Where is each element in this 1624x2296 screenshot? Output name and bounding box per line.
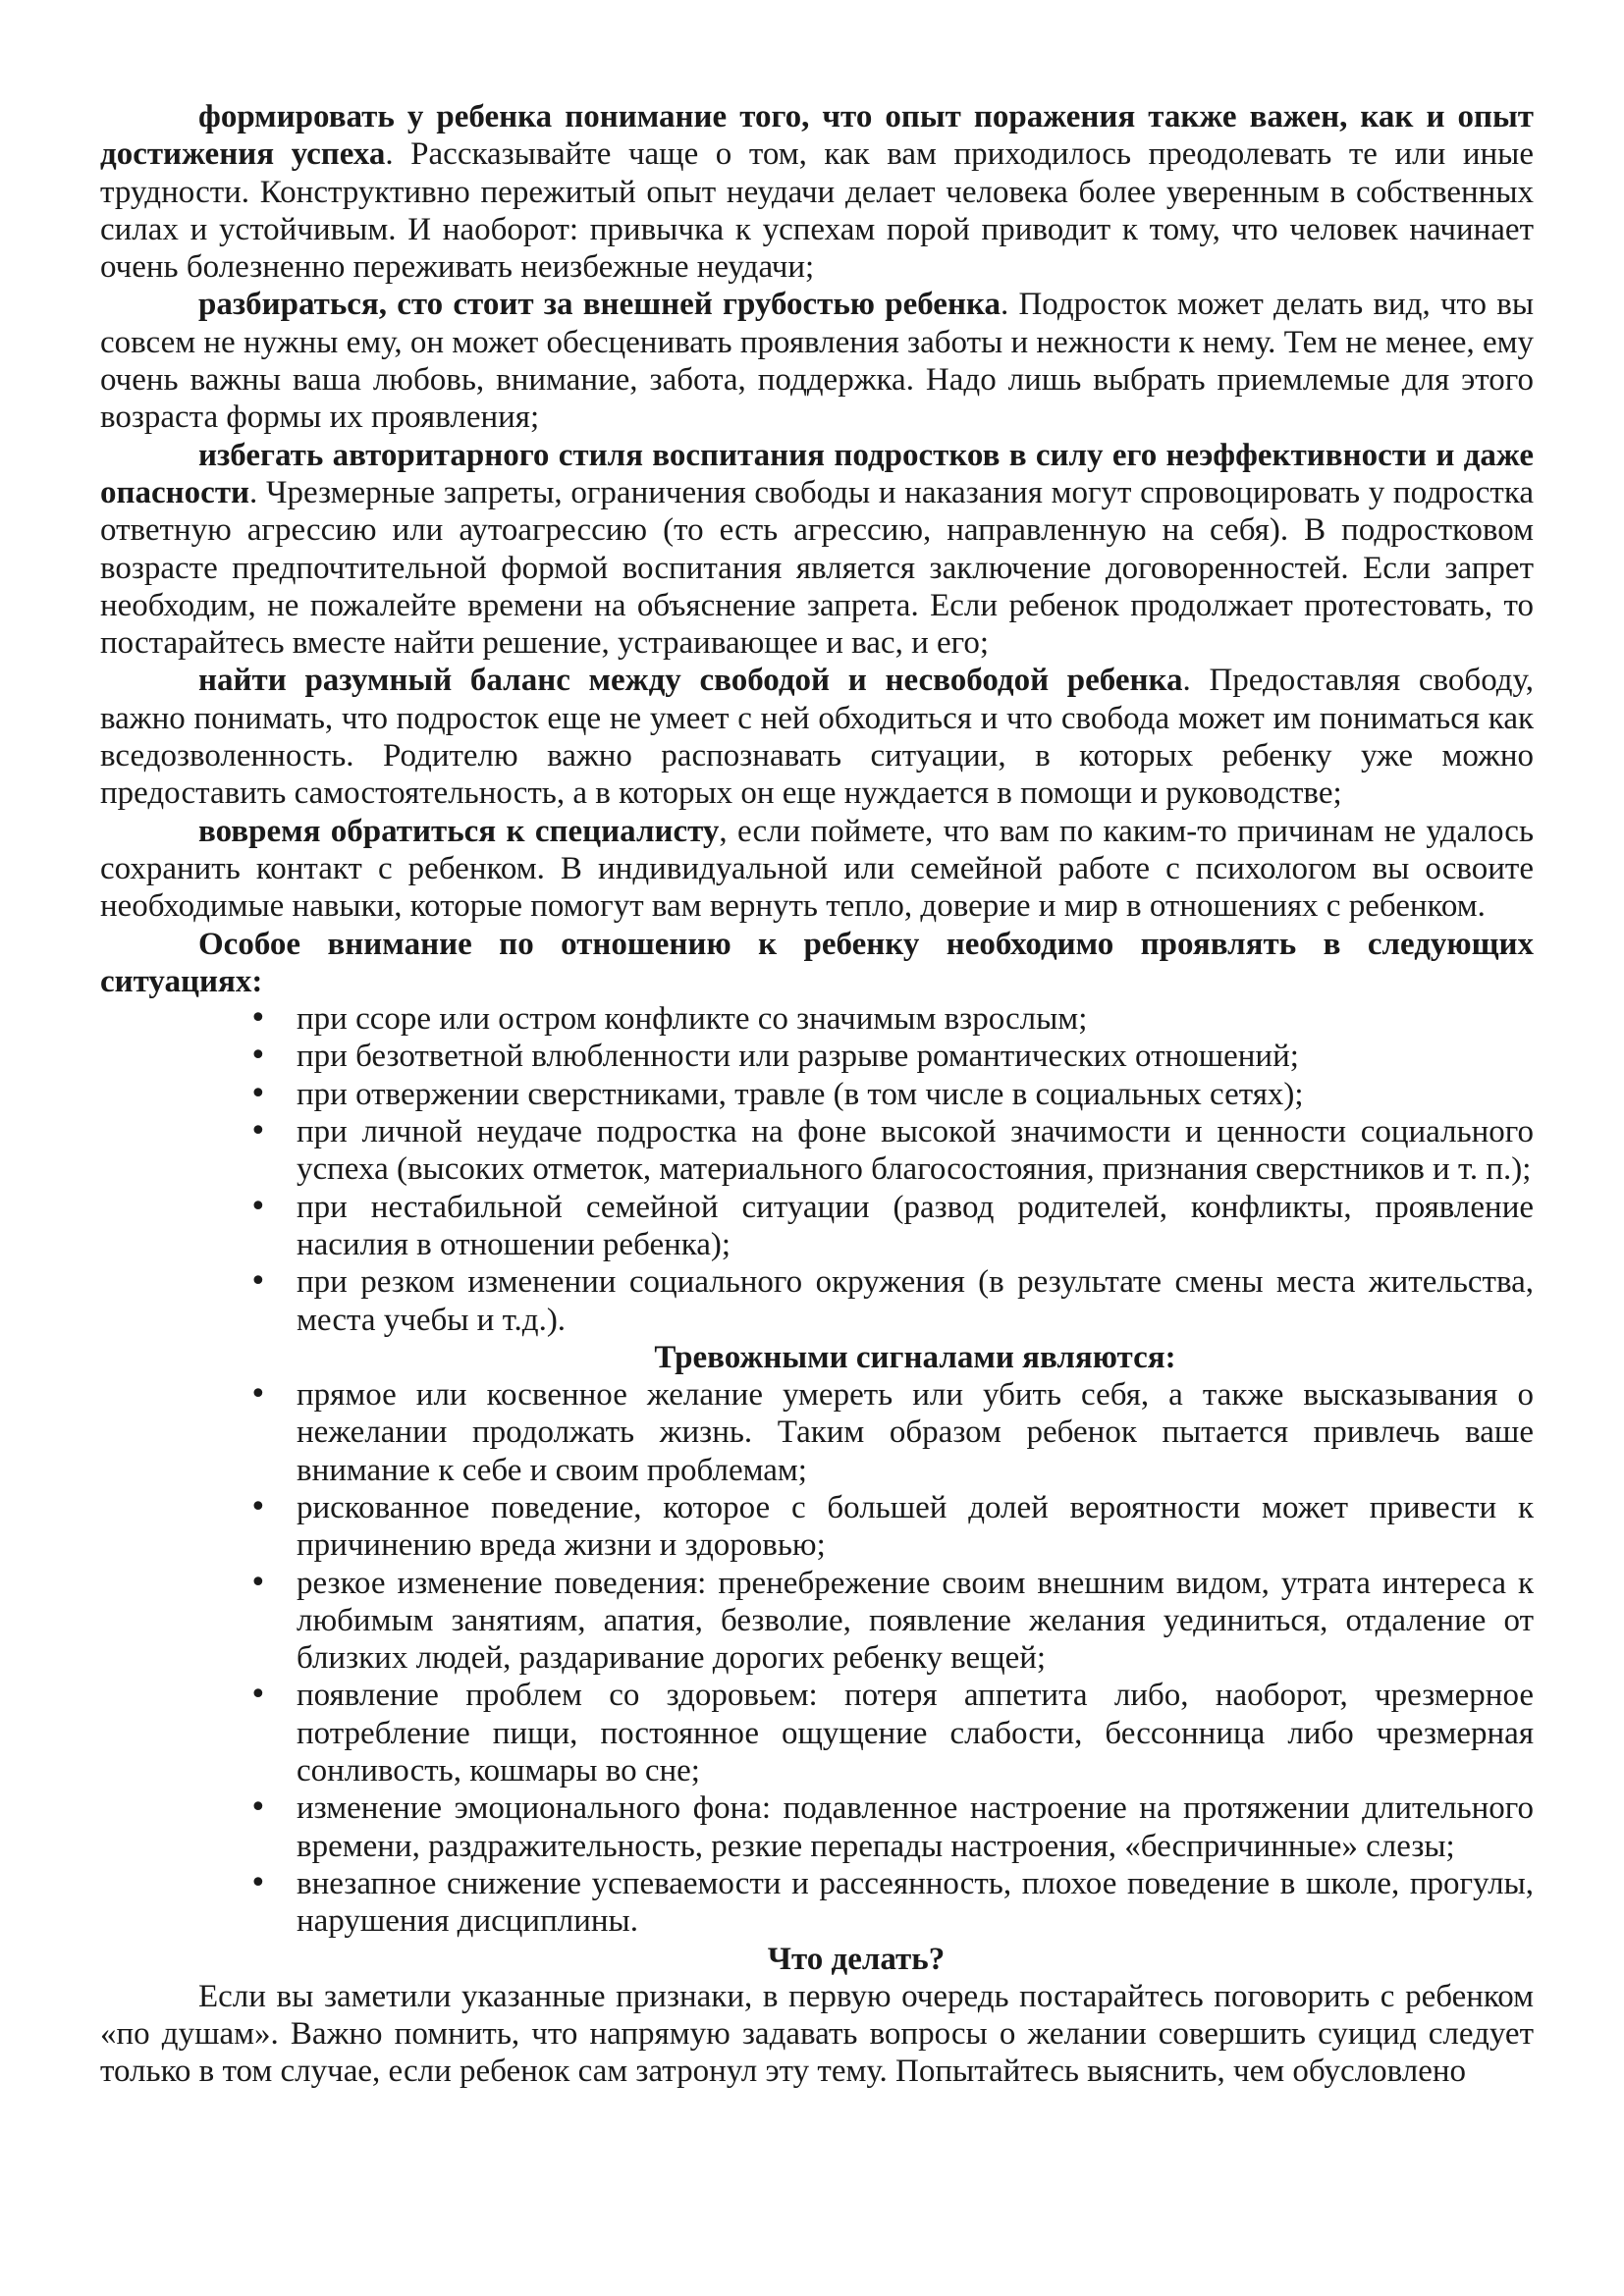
bullet-icon: • — [249, 1264, 267, 1300]
list-item — [249, 1376, 1534, 1489]
list-item-text: резкое изменение поведения: пренебрежение своим внешним видом, утрата интереса к любимым занятиям, апатия, безволие, появление желания уединиться, отдаление от близких людей, раздаривание дорогих ребенку вещей; — [297, 1565, 1534, 1677]
advice-lead-1: формировать у ребенка понимание того, что опыт поражения также важен, как и опыт достижения успеха — [100, 99, 1534, 173]
special-attention-heading: Особое внимание по отношению к ребенку необходимо проявлять в следующих ситуациях: — [100, 926, 1534, 999]
bullet-icon: • — [249, 1039, 267, 1074]
list-item-text: появление проблем со здоровьем: потеря аппетита либо, наоборот, чрезмерное потребление пищи, постоянное ощущение слабости, бессонница либо чрезмерная сонливость, кошмары во сне; — [297, 1678, 1534, 1789]
advice-lead-5: вовремя обратиться к специалисту — [198, 813, 720, 849]
advice-paragraph-5 — [100, 813, 1534, 926]
warning-signals-list — [100, 1376, 1534, 1940]
list-item-text: при личной неудаче подростка на фоне высокой значимости и ценности социального успеха (высоких отметок, материального благосостояния, признания сверстников и т. п.); — [297, 1114, 1534, 1188]
what-to-do-heading: Что делать? — [767, 1941, 946, 1977]
list-item — [249, 1865, 1534, 1941]
advice-text-4: . Предоставляя свободу, важно понимать, что подросток еще не умеет с ней обходиться и что свобода может им пониматься как вседозволенность. Родителю важно распознавать ситуации, в которых ребенку уже можно предоставить самостоятельность, а в которых он еще нуждается в помощи и руководстве; — [100, 663, 1534, 812]
bullet-icon: • — [249, 1076, 267, 1111]
list-item — [249, 1038, 1534, 1075]
list-item — [249, 1113, 1534, 1189]
list-item-text: рискованное поведение, которое с большей долей вероятности может привести к причинению вреда жизни и здоровью; — [297, 1489, 1534, 1564]
list-item-text: при резком изменении социального окружения (в результате смены места жительства, места учебы и т.д.). — [297, 1264, 1534, 1338]
list-item-text: изменение эмоционального фона: подавленное настроение на протяжении длительного времени, раздражительность, резкие перепады настроения, «беспричинные» слезы; — [297, 1790, 1534, 1864]
advice-paragraph-3 — [100, 437, 1534, 663]
list-item — [249, 1263, 1534, 1339]
advice-paragraph-1 — [100, 98, 1534, 286]
bullet-icon: • — [249, 1489, 267, 1524]
special-attention-list — [100, 1000, 1534, 1339]
advice-lead-3: избегать авторитарного стиля воспитания подростков в силу его неэффективности и даже опасности — [100, 437, 1534, 510]
bullet-icon: • — [249, 1001, 267, 1037]
advice-paragraph-2 — [100, 286, 1534, 436]
list-item — [249, 1189, 1534, 1264]
list-item-text: прямое или косвенное желание умереть или убить себя, а также высказывания о нежелании продолжать жизнь. Таким образом ребенок пытается привлечь ваше внимание к себе и своим проблемам; — [297, 1377, 1534, 1488]
list-item-text: внезапное снижение успеваемости и рассеянность, плохое поведение в школе, прогулы, нарушения дисциплины. — [297, 1865, 1534, 1940]
warning-signals-heading: Тревожными сигналами являются: — [654, 1339, 1176, 1375]
bullet-icon: • — [249, 1189, 267, 1224]
list-item — [249, 1789, 1534, 1865]
list-item-text: при безответной влюбленности или разрыве романтических отношений; — [297, 1039, 1299, 1075]
list-item — [249, 1000, 1534, 1038]
document-page — [100, 98, 1534, 2091]
list-item — [249, 1489, 1534, 1565]
bullet-icon: • — [249, 1114, 267, 1149]
list-item-text: при отвержении сверстниками, травле (в том числе в социальных сетях); — [297, 1076, 1304, 1112]
list-item — [249, 1677, 1534, 1789]
advice-paragraph-4 — [100, 662, 1534, 812]
what-to-do-paragraph: Если вы заметили указанные признаки, в первую очередь постарайтесь поговорить с ребенком «по душам». Важно помнить, что напрямую задавать вопросы о желании совершить суицид следует только в том случае, если ребенок сам затронул эту тему. Попытайтесь выяснить, чем обусловлено — [100, 1978, 1534, 2090]
advice-text-3: . Чрезмерные запреты, ограничения свободы и наказания могут спровоцировать у подростка ответную агрессию или аутоагрессию (то есть агрессию, направленную на себя). В подростковом возрасте предпочтительной формой воспитания является заключение договоренностей. Если запрет необходим, не пожалейте времени на объяснение запрета. Если ребенок продолжает протестовать, то постарайтесь вместе найти решение, устраивающее и вас, и его; — [100, 474, 1534, 662]
list-item — [249, 1565, 1534, 1678]
bullet-icon: • — [249, 1790, 267, 1826]
list-item — [249, 1076, 1534, 1113]
advice-text-1: . Рассказывайте чаще о том, как вам приходилось преодолевать те или иные трудности. Конструктивно пережитый опыт неудачи делает человека более уверенным в собственных силах и устойчивым. И наоборот: привычка к успехам порой приводит к тому, что человек начинает очень болезненно переживать неизбежные неудачи; — [100, 136, 1534, 286]
list-item-text: при ссоре или остром конфликте со значимым взрослым; — [297, 1001, 1088, 1038]
list-item-text: при нестабильной семейной ситуации (развод родителей, конфликты, проявление насилия в отношении ребенка); — [297, 1189, 1534, 1262]
bullet-icon: • — [249, 1678, 267, 1713]
advice-lead-2: разбираться, сто стоит за внешней грубостью ребенка — [198, 287, 1001, 323]
advice-text-5: , если поймете, что вам по каким-то причинам не удалось сохранить контакт с ребенком. В индивидуальной или семейной работе с психологом вы освоите необходимые навыки, которые помогут вам вернуть тепло, доверие и мир в отношениях с ребенком. — [100, 813, 1534, 925]
bullet-icon: • — [249, 1565, 267, 1600]
advice-text-2: . Подросток может делать вид, что вы совсем не нужны ему, он может обесценивать проявления заботы и нежности к нему. Тем не менее, ему очень важны ваша любовь, внимание, забота, поддержка. Надо лишь выбрать приемлемые для этого возраста формы их проявления; — [100, 287, 1534, 436]
bullet-icon: • — [249, 1865, 267, 1900]
advice-lead-4: найти разумный баланс между свободой и несвободой ребенка — [198, 663, 1183, 699]
bullet-icon: • — [249, 1377, 267, 1413]
